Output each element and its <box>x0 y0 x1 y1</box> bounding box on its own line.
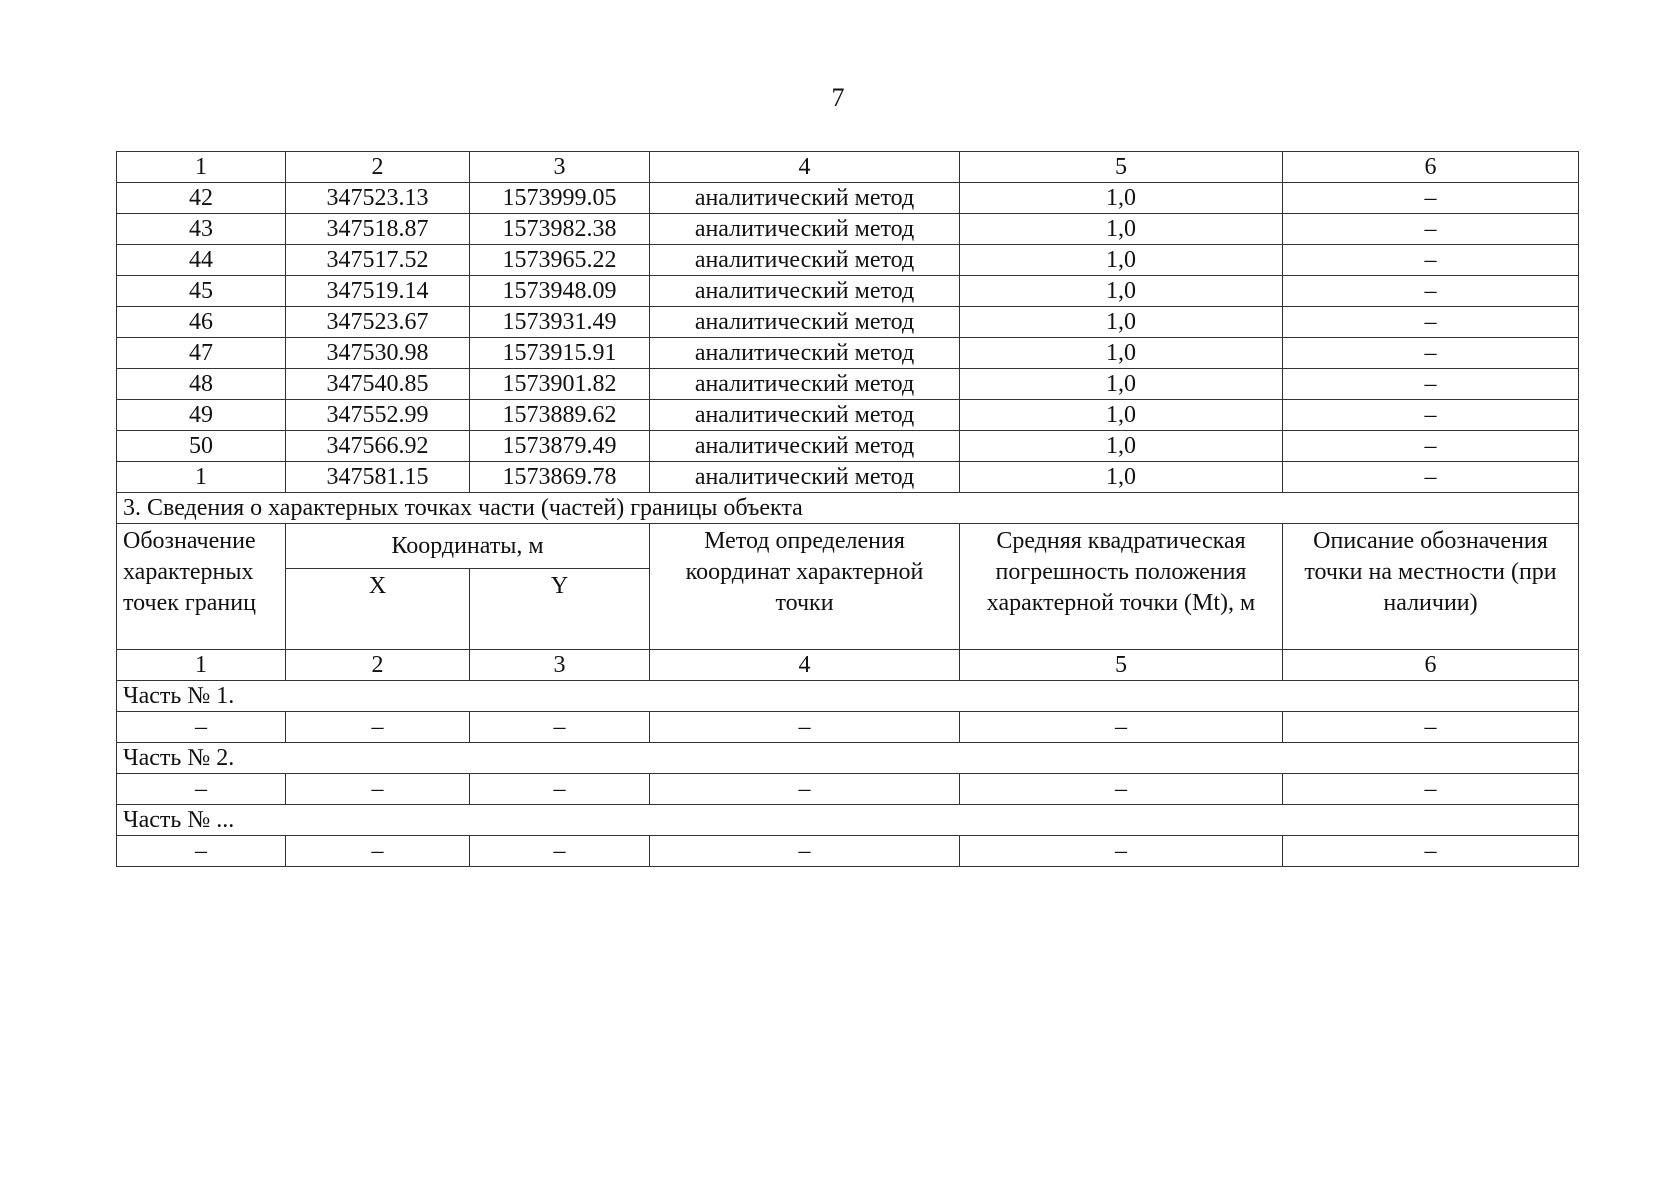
part-value-cell: – <box>117 774 286 805</box>
part-value-cell: – <box>117 836 286 867</box>
point-number-cell: 1 <box>117 462 286 493</box>
description-cell: – <box>1283 307 1579 338</box>
section-title: 3. Сведения о характерных точках части (частей) границы объекта <box>117 493 1579 524</box>
y-coordinate-cell: 1573931.49 <box>470 307 650 338</box>
accuracy-cell: 1,0 <box>960 245 1283 276</box>
header-x: X <box>286 569 470 650</box>
accuracy-cell: 1,0 <box>960 183 1283 214</box>
part-value-cell: – <box>470 712 650 743</box>
part-value-cell: – <box>286 712 470 743</box>
description-cell: – <box>1283 400 1579 431</box>
accuracy-cell: 1,0 <box>960 400 1283 431</box>
y-coordinate-cell: 1573948.09 <box>470 276 650 307</box>
y-coordinate-cell: 1573901.82 <box>470 369 650 400</box>
method-cell: аналитический метод <box>650 276 960 307</box>
x-coordinate-cell: 347581.15 <box>286 462 470 493</box>
part-value-cell: – <box>117 712 286 743</box>
accuracy-cell: 1,0 <box>960 276 1283 307</box>
section-header-row <box>117 524 1579 569</box>
x-coordinate-cell: 347540.85 <box>286 369 470 400</box>
column-number-cell: 6 <box>1283 650 1579 681</box>
column-number-cell: 3 <box>470 152 650 183</box>
column-number-cell: 5 <box>960 152 1283 183</box>
point-number-cell: 44 <box>117 245 286 276</box>
point-number-cell: 50 <box>117 431 286 462</box>
part-value-cell: – <box>1283 712 1579 743</box>
part-value-cell: – <box>650 774 960 805</box>
method-cell: аналитический метод <box>650 338 960 369</box>
x-coordinate-cell: 347523.13 <box>286 183 470 214</box>
part-values-row <box>117 836 1579 867</box>
point-number-cell: 45 <box>117 276 286 307</box>
table-row <box>117 307 1579 338</box>
part-value-cell: – <box>650 712 960 743</box>
header-method: Метод определения координат характерной точки <box>650 524 960 650</box>
description-cell: – <box>1283 276 1579 307</box>
y-coordinate-cell: 1573982.38 <box>470 214 650 245</box>
part-value-cell: – <box>960 712 1283 743</box>
section-title-row <box>117 493 1579 524</box>
x-coordinate-cell: 347566.92 <box>286 431 470 462</box>
point-number-cell: 46 <box>117 307 286 338</box>
point-number-cell: 48 <box>117 369 286 400</box>
description-cell: – <box>1283 214 1579 245</box>
method-cell: аналитический метод <box>650 369 960 400</box>
column-number-cell: 5 <box>960 650 1283 681</box>
column-number-cell: 3 <box>470 650 650 681</box>
column-number-cell: 6 <box>1283 152 1579 183</box>
column-number-row <box>117 152 1579 183</box>
column-number-cell: 1 <box>117 152 286 183</box>
accuracy-cell: 1,0 <box>960 462 1283 493</box>
part-label-row <box>117 681 1579 712</box>
description-cell: – <box>1283 183 1579 214</box>
part-value-cell: – <box>1283 836 1579 867</box>
point-number-cell: 49 <box>117 400 286 431</box>
header-description: Описание обозначения точки на местности (при наличии) <box>1283 524 1579 650</box>
x-coordinate-cell: 347518.87 <box>286 214 470 245</box>
y-coordinate-cell: 1573889.62 <box>470 400 650 431</box>
part-value-cell: – <box>470 774 650 805</box>
table-row <box>117 369 1579 400</box>
column-number-cell: 2 <box>286 650 470 681</box>
description-cell: – <box>1283 338 1579 369</box>
part-label-row <box>117 805 1579 836</box>
x-coordinate-cell: 347519.14 <box>286 276 470 307</box>
header-accuracy: Средняя квадратическая погрешность положения характерной точки (Mt), м <box>960 524 1283 650</box>
y-coordinate-cell: 1573869.78 <box>470 462 650 493</box>
accuracy-cell: 1,0 <box>960 338 1283 369</box>
part-label: Часть № ... <box>117 805 1579 836</box>
part-value-cell: – <box>286 774 470 805</box>
column-number-cell: 4 <box>650 650 960 681</box>
method-cell: аналитический метод <box>650 400 960 431</box>
method-cell: аналитический метод <box>650 307 960 338</box>
y-coordinate-cell: 1573915.91 <box>470 338 650 369</box>
method-cell: аналитический метод <box>650 245 960 276</box>
y-coordinate-cell: 1573879.49 <box>470 431 650 462</box>
description-cell: – <box>1283 245 1579 276</box>
header-coordinates: Координаты, м <box>286 524 650 569</box>
method-cell: аналитический метод <box>650 214 960 245</box>
table-row <box>117 400 1579 431</box>
accuracy-cell: 1,0 <box>960 431 1283 462</box>
method-cell: аналитический метод <box>650 462 960 493</box>
point-number-cell: 47 <box>117 338 286 369</box>
table-body <box>117 152 1579 867</box>
part-values-row <box>117 712 1579 743</box>
table-row <box>117 183 1579 214</box>
part-value-cell: – <box>470 836 650 867</box>
part-value-cell: – <box>286 836 470 867</box>
description-cell: – <box>1283 431 1579 462</box>
method-cell: аналитический метод <box>650 183 960 214</box>
accuracy-cell: 1,0 <box>960 369 1283 400</box>
page-number: 7 <box>831 83 845 112</box>
point-number-cell: 42 <box>117 183 286 214</box>
description-cell: – <box>1283 369 1579 400</box>
table-row <box>117 338 1579 369</box>
part-label: Часть № 2. <box>117 743 1579 774</box>
table-row <box>117 245 1579 276</box>
description-cell: – <box>1283 462 1579 493</box>
table-row <box>117 431 1579 462</box>
part-value-cell: – <box>650 836 960 867</box>
y-coordinate-cell: 1573999.05 <box>470 183 650 214</box>
header-y: Y <box>470 569 650 650</box>
table-row <box>117 276 1579 307</box>
table-row <box>117 462 1579 493</box>
column-number-cell: 4 <box>650 152 960 183</box>
x-coordinate-cell: 347552.99 <box>286 400 470 431</box>
table-row <box>117 214 1579 245</box>
column-number-cell: 2 <box>286 152 470 183</box>
accuracy-cell: 1,0 <box>960 307 1283 338</box>
y-coordinate-cell: 1573965.22 <box>470 245 650 276</box>
section-column-number-row <box>117 650 1579 681</box>
part-value-cell: – <box>1283 774 1579 805</box>
column-number-cell: 1 <box>117 650 286 681</box>
header-point-designation: Обозначение характерных точек границ <box>117 524 286 650</box>
method-cell: аналитический метод <box>650 431 960 462</box>
part-value-cell: – <box>960 836 1283 867</box>
part-label: Часть № 1. <box>117 681 1579 712</box>
x-coordinate-cell: 347523.67 <box>286 307 470 338</box>
boundary-points-table <box>116 151 1579 867</box>
x-coordinate-cell: 347530.98 <box>286 338 470 369</box>
point-number-cell: 43 <box>117 214 286 245</box>
part-label-row <box>117 743 1579 774</box>
accuracy-cell: 1,0 <box>960 214 1283 245</box>
x-coordinate-cell: 347517.52 <box>286 245 470 276</box>
part-values-row <box>117 774 1579 805</box>
part-value-cell: – <box>960 774 1283 805</box>
